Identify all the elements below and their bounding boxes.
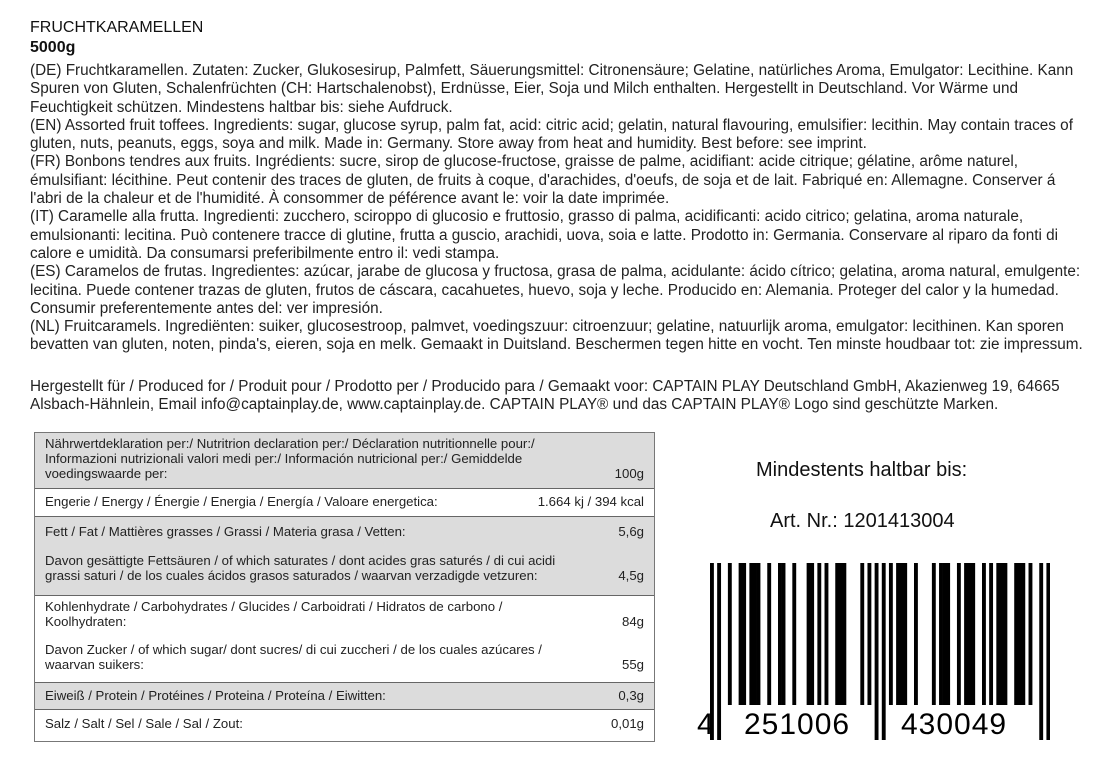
ingredients-block [30,62,1090,355]
barcode-bar [982,563,986,705]
barcode-bar [1039,563,1043,740]
barcode-bar [842,563,846,705]
barcode-bar [860,563,864,705]
product-weight: 5000g [30,39,76,56]
barcode-bar [932,563,936,705]
satfat-value: 4,5g [618,568,644,583]
article-number: Art. Nr.: 1201413004 [770,510,955,532]
barcode-bar [900,563,904,705]
carb-value: 84g [621,614,644,629]
barcode-bar [757,563,761,705]
barcode-bar [767,563,771,705]
barcode-bar [782,563,786,705]
barcode-bar [1029,563,1033,705]
carb-label-line2: Koolhydraten: [45,614,127,629]
satfat-label-line2: grassi saturi / de los cuales ácidos grasos saturados / waarvan verzadigde vetzuren: [45,568,538,583]
sugar-value: 55g [621,657,644,672]
producer-info: Hergestellt für / Produced for / Produit pour / Prodotto per / Producido para / Gemaakt voor: CAPTAIN PLAY Deutschland GmbH, Akazienweg 19, 64665 Alsbach-Hähnlein, Email info@captainplay.de, www.captainplay.de. CAPTAIN PLAY® und das CAPTAIN PLAY® Logo sind geschützte Marken. [30,378,1060,414]
barcode-bar [835,563,839,705]
barcode-bar [896,563,900,705]
nutrition-header-line3: voedingswaarde per: [45,466,168,481]
barcode-bar [943,563,947,705]
barcode-bar [889,563,893,705]
barcode-bar [810,563,814,705]
barcode-bar [825,563,829,705]
salt-label: Salz / Salt / Sel / Sale / Sal / Zout: [45,716,243,731]
barcode-first-digit: 4 [697,708,714,741]
energy-row [35,489,654,516]
barcode-bar [989,563,993,705]
energy-label: Engerie / Energy / Énergie / Energia / Energía / Valoare energetica: [45,494,438,509]
nutrition-header-row [35,433,654,488]
barcode-group-1: 251006 [744,708,851,741]
energy-value: 1.664 kj / 394 kcal [537,494,644,509]
barcode-bar [1000,563,1004,705]
barcode-bar [964,563,968,705]
fat-label: Fett / Fat / Mattières grasses / Grassi / Materia grasa / Vetten: [45,524,406,539]
barcode-bar [882,563,886,740]
ingredients-nl: (NL) Fruitcaramels. Ingrediënten: suiker, glucosestroop, palmvet, voedingszuur: citroenzuur; gelatine, natuurlijk aroma, emulgator: lecithinen. Kan sporen bevatten van gluten, noten, pinda's, eieren, soja en melk. Gemaakt in Duitsland. Beschermen tegen hitte en vocht. Ten minste houdbaar tot: zie impressum. [30,318,1083,354]
barcode-bar [1003,563,1007,705]
barcode-bar [1046,563,1050,740]
barcode-bar [1014,563,1018,705]
barcode-bar [1018,563,1022,705]
barcode-bar [875,563,879,740]
barcode-bar [807,563,811,705]
protein-row [35,683,654,709]
barcode-bar [839,563,843,705]
ingredients-fr: (FR) Bonbons tendres aux fruits. Ingrédients: sucre, sirop de glucose-fructose, graisse de palme, acidifiant: acide citrique; gélatine, arôme naturel, émulsifiant: lécithine. Peut contenir des traces de gluten, de fruits à coque, d'arachides, d'oeufs, de soja et de lait. Fabriqué en: Allemagne. Conserver á l'abri de la chaleur et de l'humidité. À consommer de péférence avant le: voir la date imprimée. [30,153,1056,208]
protein-value: 0,3g [618,688,644,703]
barcode-bar [739,563,743,705]
fat-value: 5,6g [618,524,644,539]
barcode-bar [914,563,918,705]
barcode-bar [946,563,950,705]
barcode-bar [996,563,1000,705]
barcode-bar [792,563,796,705]
barcode-bar [717,563,721,740]
nutrition-table [34,432,655,742]
barcode-bar [817,563,821,705]
nutrition-header-line2: Informazioni nutrizionali valori medi per:/ Información nutricional per:/ Gemiddelde [45,451,523,466]
ingredients-de: (DE) Fruchtkaramellen. Zutaten: Zucker, Glukosesirup, Palmfett, Säuerungsmittel: Citronensäure; Gelatine, natürliches Aroma, Emulgator: Lecithine. Kann Spuren von Gluten, Schalenfrüchten (CH: Hartschalenobst), Erdnüsse, Eier, Soja und Milch enthalten. Hergestellt in Deutschland. Vor Wärme und Feuchtigkeit schützen. Mindestens haltbar bis: siehe Aufdruck. [30,62,1074,116]
carb-label-line1: Kohlenhydrate / Carbohydrates / Glucides / Carboidrati / Hidratos de carbono / [45,599,503,614]
salt-row [35,710,654,741]
product-name: FRUCHTKARAMELLEN [30,19,204,36]
barcode-bar [749,563,753,705]
nutrition-header-value: 100g [614,466,644,481]
barcode-bar [957,563,961,705]
barcode-bar [971,563,975,705]
best-before-label: Mindestents haltbar bis: [756,459,968,481]
barcode-bar [728,563,732,705]
carbohydrate-row [35,596,654,682]
barcode-bar [1021,563,1025,705]
ingredients-it: (IT) Caramelle alla frutta. Ingredienti: zucchero, sciroppo di glucosio e fruttosio, grasso di palma, acidificanti: acido citrico; gelatina, aroma naturale, emulsionanti: lecitina. Può contenere tracce di glutine, frutta a guscio, arachidi, uova, soia e latte. Prodotto in: Germania. Conservare al riparo da fonti di calore e umidità. Da consumarsi preferibilmente entro il: vedi stampa. [30,208,1059,262]
barcode-group-2: 430049 [901,708,1008,741]
barcode-bar [903,563,907,705]
barcode-bar [968,563,972,705]
sugar-label-line2: waarvan suikers: [45,657,144,672]
ingredients-es: (ES) Caramelos de frutas. Ingredientes: azúcar, jarabe de glucosa y fructosa, grasa de palma, acidulante: ácido cítrico; gelatina, aroma natural, emulgente: lecitina. Puede contener trazas de gluten, frutos de cáscara, cacahuetes, huevo, soja y leche. Producido en: Alemania. Proteger del calor y la humedad. Consumir preferentemente antes del: ver impresión. [30,263,1081,317]
salt-value: 0,01g [610,716,644,731]
barcode-bar [939,563,943,705]
satfat-label-line1: Davon gesättigte Fettsäuren / of which saturates / dont acides gras saturés / di cui acidi [45,553,556,568]
protein-label: Eiweiß / Protein / Protéines / Proteina / Proteína / Eiwitten: [45,688,386,703]
nutrition-header-line1: Nährwertdeklaration per:/ Nutritrion declaration per:/ Déclaration nutritionnelle pour:/ [45,436,535,451]
barcode-bar [778,563,782,705]
barcode-bar [753,563,757,705]
barcode-bar [867,563,871,705]
sugar-label-line1: Davon Zucker / of which sugar/ dont sucres/ di cui zuccheri / de los cuales azúcares / [45,642,542,657]
ingredients-en: (EN) Assorted fruit toffees. Ingredients: sugar, glucose syrup, palm fat, acid: citric acid; gelatin, natural flavouring, emulsifier: lecithin. May contain traces of gluten, nuts, peanuts, eggs, soya and milk. Made in: Germany. Store away from heat and humidity. Best before: see imprint. [30,116,1073,153]
barcode-bar [742,563,746,705]
fat-row [35,517,654,595]
